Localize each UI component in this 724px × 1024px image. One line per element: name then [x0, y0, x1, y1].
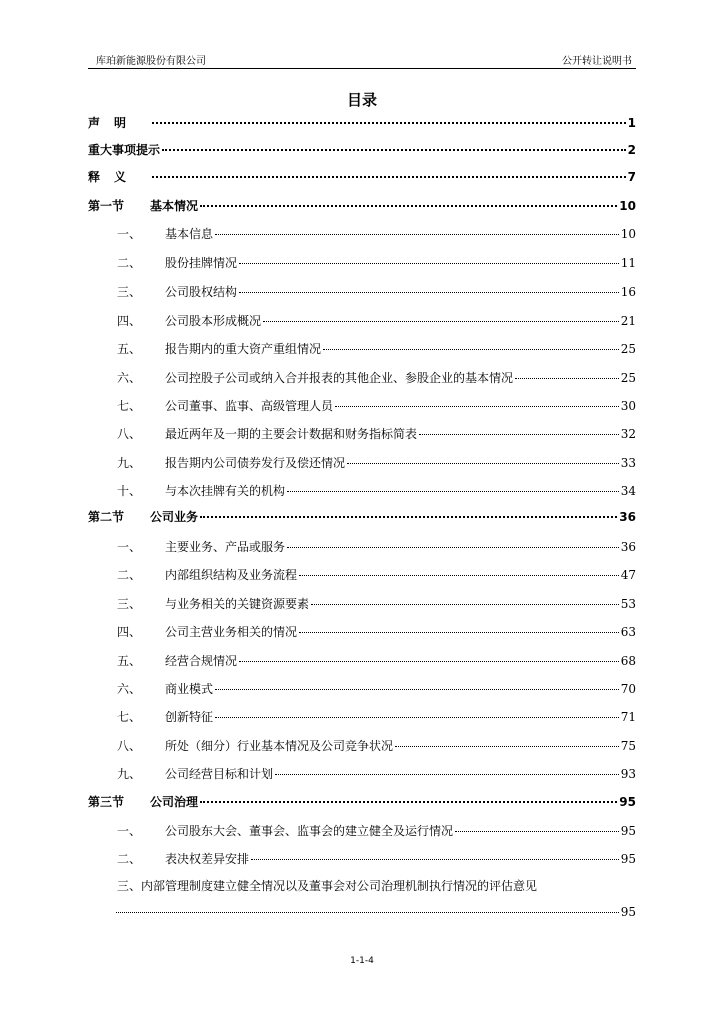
toc-entry-label: 公司主营业务相关的情况: [165, 625, 298, 639]
toc-entry[interactable]: [88, 196, 636, 216]
toc-entry-number: 九、: [117, 767, 142, 781]
toc-entry-label: 与本次挂牌有关的机构: [165, 484, 286, 498]
toc-entry-label: 所处（细分）行业基本情况及公司竞争状况: [165, 739, 394, 753]
toc-leader: [275, 774, 619, 775]
toc-entry-number: 三、: [117, 285, 142, 299]
toc-entry-page: 1: [627, 116, 636, 130]
toc-leader: [419, 434, 619, 435]
toc-entry[interactable]: [88, 368, 636, 388]
toc-entry[interactable]: [88, 736, 636, 756]
toc-entry-page: 36: [619, 510, 636, 524]
toc-leader: [347, 463, 619, 464]
toc-leader: [323, 349, 619, 350]
toc-entry[interactable]: [88, 821, 636, 841]
toc-entry-label: 表决权差异安排: [165, 852, 250, 866]
toc-entry-number: 九、: [117, 456, 142, 470]
toc-entry[interactable]: [88, 481, 636, 501]
toc-leader: [215, 234, 619, 235]
toc-entry[interactable]: [88, 507, 636, 527]
toc-leader: [215, 689, 619, 690]
toc-leader: [215, 717, 619, 718]
toc-entry-number: 五、: [117, 654, 142, 668]
toc-leader: [239, 292, 619, 293]
toc-entry-label: 公司业务: [150, 510, 199, 524]
toc-entry-page: 33: [620, 456, 636, 470]
toc-entry[interactable]: [88, 622, 636, 642]
toc-entry-label: 主要业务、产品或服务: [165, 540, 286, 554]
toc-entry-page: 36: [620, 540, 636, 554]
toc-entry-number: 八、: [117, 739, 142, 753]
toc-entry[interactable]: [88, 424, 636, 444]
toc-leader: [200, 516, 617, 518]
toc-entry[interactable]: [88, 113, 636, 133]
toc-leader: [299, 575, 619, 576]
toc-entry-page: 11: [620, 256, 636, 270]
toc-leader: [335, 406, 619, 407]
toc-entry-number: 一、: [117, 540, 142, 554]
toc-leader: [116, 912, 619, 913]
toc-entry-label: 基本情况: [150, 199, 199, 213]
toc-leader: [200, 801, 617, 803]
toc-entry-label: 股份挂牌情况: [165, 256, 238, 270]
toc-entry-number: 六、: [117, 682, 142, 696]
toc-entry-number: 六、: [117, 371, 142, 385]
toc-entry-wrapped[interactable]: [117, 877, 637, 894]
toc-entry[interactable]: [88, 339, 636, 359]
toc-leader: [162, 149, 626, 151]
toc-entry-label: 公司股本形成概况: [165, 314, 262, 328]
toc-entry-page: 95: [620, 905, 636, 919]
toc-entry-page: 32: [620, 427, 636, 441]
toc-entry[interactable]: [88, 651, 636, 671]
toc-entry-page: 63: [620, 625, 636, 639]
toc-leader: [239, 263, 619, 264]
toc-entry-page: 75: [620, 739, 636, 753]
toc-entry[interactable]: [88, 253, 636, 273]
toc-entry-page: 93: [620, 767, 636, 781]
toc-entry-number: 八、: [117, 427, 142, 441]
header-company: 库珀新能源股份有限公司: [96, 56, 206, 67]
toc-entry-wrapped-continuation[interactable]: [88, 902, 636, 922]
toc-entry-number: 第一节: [88, 199, 125, 213]
toc-entry[interactable]: [88, 849, 636, 869]
toc-entry-number: 五、: [117, 342, 142, 356]
toc-entry-page: 95: [619, 795, 636, 809]
toc-entry-page: 2: [627, 143, 636, 157]
toc-entry-label: 公司经营目标和计划: [165, 767, 274, 781]
toc-entry-label: 创新特征: [165, 710, 214, 724]
toc-entry-page: 16: [620, 285, 636, 299]
toc-entry-page: 47: [620, 568, 636, 582]
toc-entry[interactable]: [88, 594, 636, 614]
toc-entry[interactable]: [88, 396, 636, 416]
toc-entry[interactable]: [88, 707, 636, 727]
page-header: [88, 52, 636, 69]
toc-entry-label: 公司股权结构: [165, 285, 238, 299]
toc-entry-label: 商业模式: [165, 682, 214, 696]
toc-entry-number: 四、: [117, 625, 142, 639]
toc-entry-number: 一、: [117, 227, 142, 241]
toc-entry-page: 34: [620, 484, 636, 498]
toc-entry-label: 公司治理: [150, 795, 199, 809]
toc-entry-number: 三、: [117, 597, 142, 611]
toc-leader: [287, 547, 619, 548]
toc-entry-number: 释义: [88, 170, 141, 184]
toc-entry-label: 最近两年及一期的主要会计数据和财务指标简表: [165, 427, 418, 441]
toc-entry-page: 68: [620, 654, 636, 668]
toc-entry-number: 七、: [117, 710, 142, 724]
toc-entry-number: 七、: [117, 399, 142, 413]
toc-entry[interactable]: [88, 311, 636, 331]
toc-entry[interactable]: [88, 565, 636, 585]
toc-entry[interactable]: [88, 679, 636, 699]
toc-entry-number: 重大事项提示: [88, 143, 161, 157]
toc-entry-page: 7: [627, 170, 636, 184]
toc-entry[interactable]: [88, 167, 636, 187]
toc-entry-page: 30: [620, 399, 636, 413]
toc-entry-page: 10: [619, 199, 636, 213]
page-footer: 1-1-4: [350, 956, 374, 966]
toc-entry-page: 25: [620, 342, 636, 356]
toc-leader: [515, 378, 619, 379]
toc-entry-page: 53: [620, 597, 636, 611]
toc-leader: [455, 831, 619, 832]
toc-entry-page: 71: [620, 710, 636, 724]
toc-entry-label: 公司股东大会、董事会、监事会的建立健全及运行情况: [165, 824, 454, 838]
toc-leader: [152, 176, 626, 178]
toc-entry-label: 报告期内的重大资产重组情况: [165, 342, 322, 356]
page-title: 目录: [346, 91, 377, 109]
header-doc-type: 公开转让说明书: [562, 56, 632, 67]
toc-entry[interactable]: [88, 453, 636, 473]
toc-leader: [251, 859, 619, 860]
toc-leader: [395, 746, 619, 747]
toc-entry-label: 公司控股子公司或纳入合并报表的其他企业、参股企业的基本情况: [165, 371, 514, 385]
toc-entry-label: 三、内部管理制度建立健全情况以及董事会对公司治理机制执行情况的评估意见: [117, 879, 538, 893]
toc-entry[interactable]: [88, 764, 636, 784]
toc-entry-number: 四、: [117, 314, 142, 328]
toc-leader: [299, 632, 619, 633]
toc-entry-page: 10: [620, 227, 636, 241]
toc-entry-label: 公司董事、监事、高级管理人员: [165, 399, 334, 413]
toc-entry[interactable]: [88, 224, 636, 244]
toc-leader: [152, 122, 626, 124]
toc-entry-page: 21: [620, 314, 636, 328]
toc-entry-number: 二、: [117, 852, 142, 866]
toc-leader: [239, 661, 619, 662]
toc-entry-page: 95: [620, 852, 636, 866]
toc-entry[interactable]: [88, 140, 636, 160]
toc-entry[interactable]: [88, 537, 636, 557]
toc-leader: [263, 321, 619, 322]
toc-entry-label: 与业务相关的关键资源要素: [165, 597, 310, 611]
toc-entry-page: 25: [620, 371, 636, 385]
toc-entry-label: 内部组织结构及业务流程: [165, 568, 298, 582]
toc-leader: [287, 491, 619, 492]
toc-entry-number: 十、: [117, 484, 142, 498]
toc-entry-label: 经营合规情况: [165, 654, 238, 668]
toc-entry-number: 一、: [117, 824, 142, 838]
toc-entry-label: 报告期内公司债券发行及偿还情况: [165, 456, 346, 470]
toc-entry-number: 第三节: [88, 795, 125, 809]
toc-entry[interactable]: [88, 282, 636, 302]
toc-entry-number: 二、: [117, 256, 142, 270]
toc-entry-page: 95: [620, 824, 636, 838]
toc-leader: [311, 604, 619, 605]
toc-entry-number: 二、: [117, 568, 142, 582]
toc-entry-number: 声明: [88, 116, 141, 130]
toc-entry-page: 70: [620, 682, 636, 696]
toc-entry[interactable]: [88, 792, 636, 812]
toc-leader: [200, 205, 617, 207]
toc-entry-number: 第二节: [88, 510, 125, 524]
toc-entry-label: 基本信息: [165, 227, 214, 241]
